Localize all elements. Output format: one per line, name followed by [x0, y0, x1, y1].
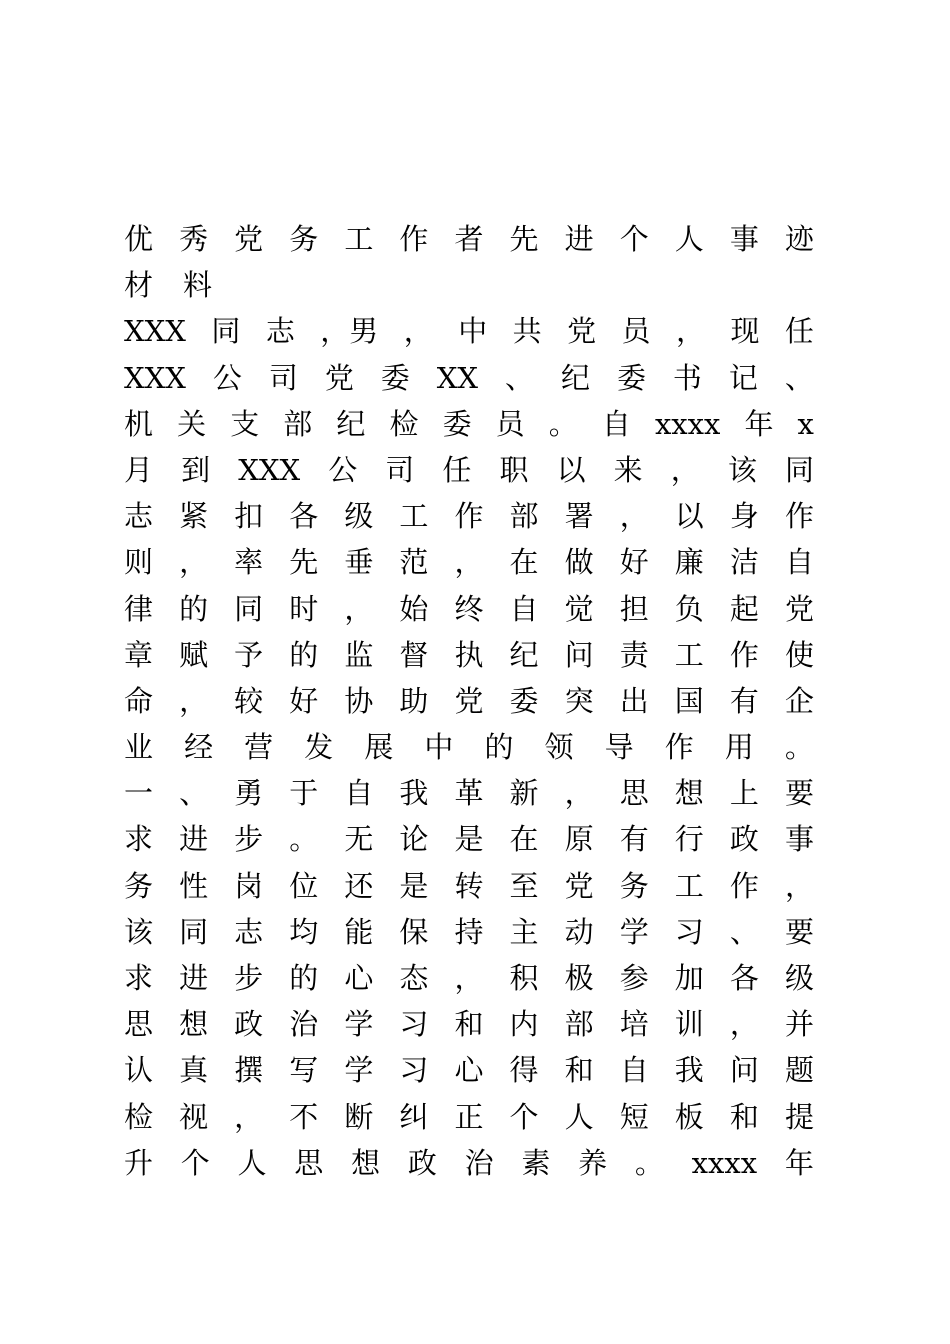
body-line-9: 命 ， 较 好 协 助 党 委 突 出 国 有 企 — [124, 683, 814, 718]
body-line-15: 求 进 步 的 心 态 ， 积 极 参 加 各 级 — [124, 961, 814, 995]
body-line-5: 志 紧 扣 各 级 工 作 部 署 ， 以 身 作 — [124, 499, 814, 534]
body-line-6: 则 ， 率 先 垂 范 ， 在 做 好 廉 洁 自 — [124, 545, 814, 580]
body-line-4: 月 到 XXX 公 司 任 职 以 来 ， 该 同 — [124, 452, 814, 487]
body-line-1: XXX 同 志 ，男 ， 中 共 党 员 ， 现 任 — [124, 314, 814, 349]
body-line-19: 升 个 人 思 想 政 治 素 养 。 xxxx 年 — [124, 1145, 814, 1180]
body-line-7: 律 的 同 时 ， 始 终 自 觉 担 负 起 党 — [124, 591, 814, 626]
body-line-8: 章 赋 予 的 监 督 执 纪 问 责 工 作 使 — [124, 637, 814, 672]
body-line-10: 业 经 营 发 展 中 的 领 导 作 用 。 — [124, 730, 814, 765]
body-line-13: 务 性 岗 位 还 是 转 至 党 务 工 作 ， — [124, 868, 814, 903]
body-line-14: 该 同 志 均 能 保 持 主 动 学 习 、 要 — [124, 914, 814, 949]
body-line-3: 机 关 支 部 纪 检 委 员 。 自 xxxx 年 x — [124, 406, 814, 441]
body-line-16: 思 想 政 治 学 习 和 内 部 培 训 ， 并 — [124, 1007, 814, 1042]
title-line-1: 优 秀 党 务 工 作 者 先 进 个 人 事 迹 — [124, 222, 814, 256]
body-line-12: 求 进 步 。 无 论 是 在 原 有 行 政 事 — [124, 822, 814, 857]
title-line-2: 材 料 — [124, 268, 213, 303]
body-line-11: 一 、 勇 于 自 我 革 新 ， 思 想 上 要 — [124, 776, 814, 811]
body-line-17: 认 真 撰 写 学 习 心 得 和 自 我 问 题 — [124, 1053, 814, 1088]
body-line-18: 检 视 ， 不 断 纠 正 个 人 短 板 和 提 — [124, 1099, 814, 1134]
body-line-2: XXX 公 司 党 委 XX 、 纪 委 书 记 、 — [124, 360, 814, 395]
document-body — [124, 216, 814, 1186]
